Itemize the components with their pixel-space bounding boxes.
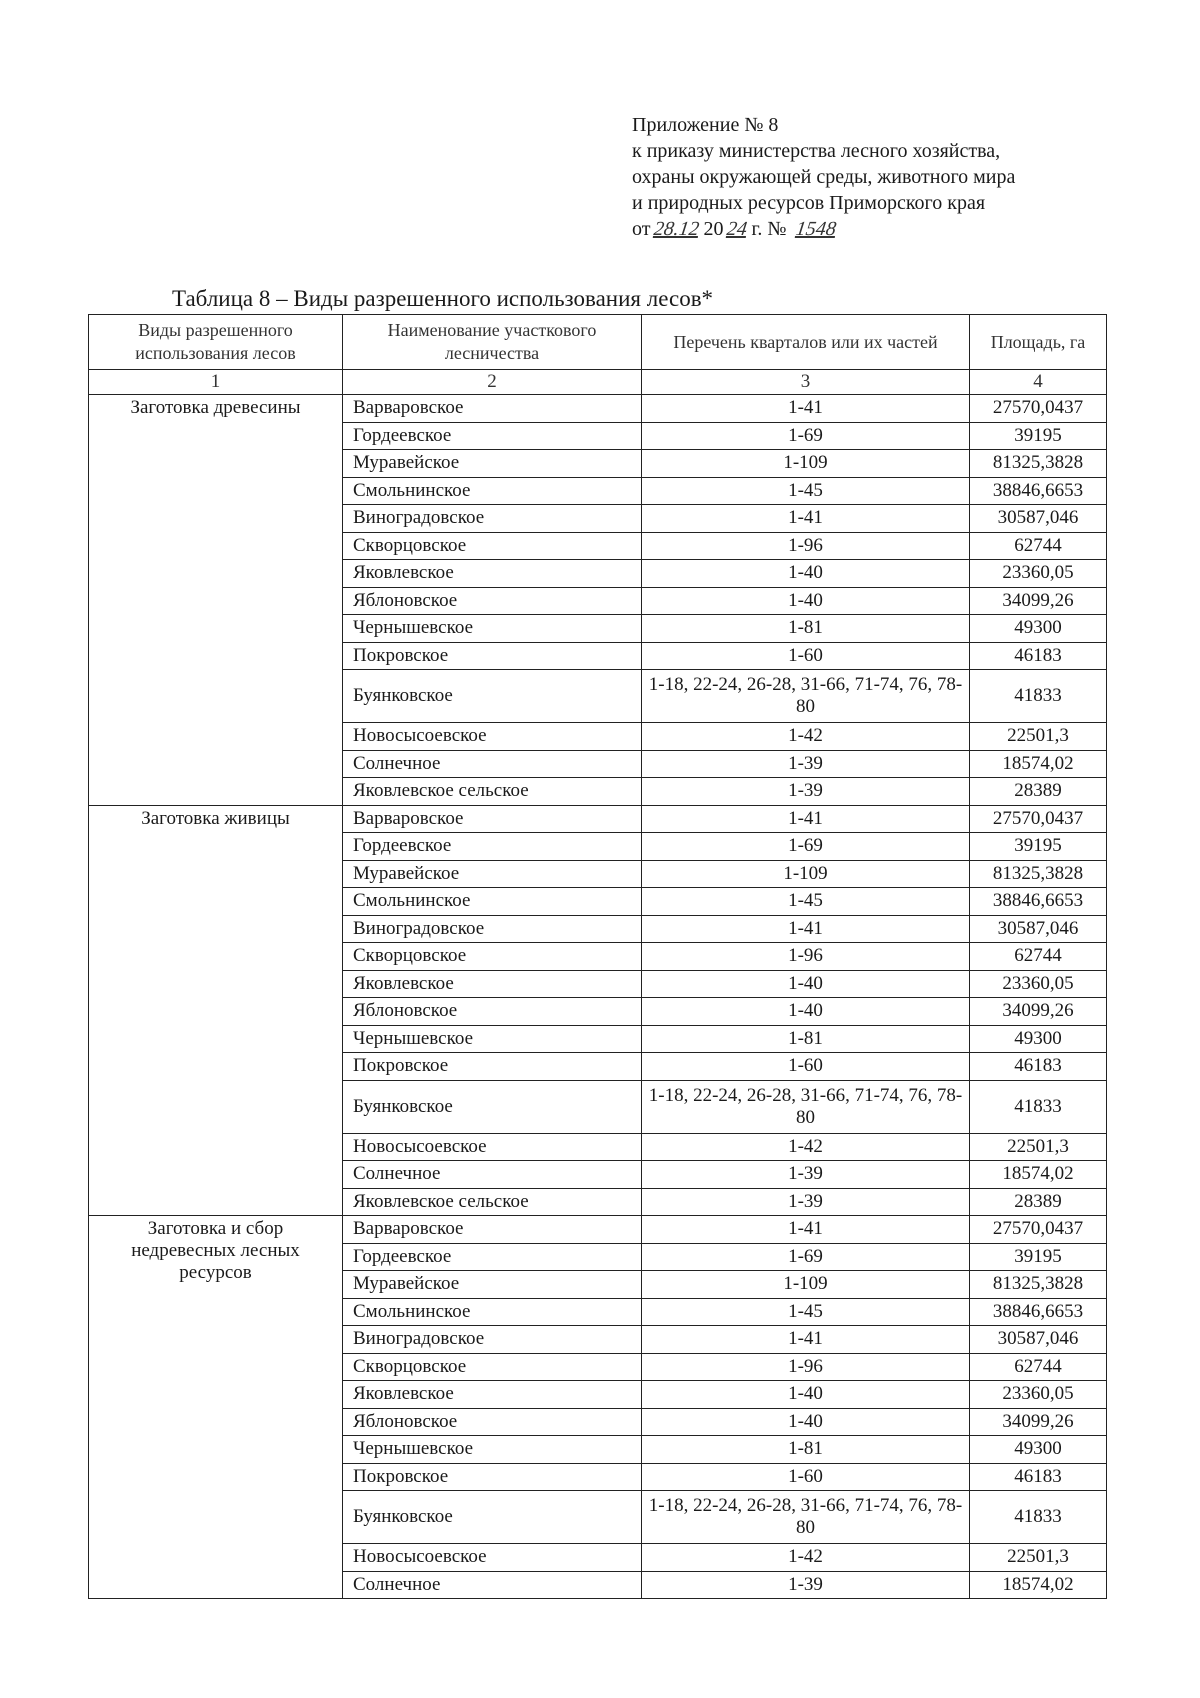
header-forestry-name: Наименование участкового лесничества bbox=[343, 315, 642, 370]
forestry-name-cell: Буянковское bbox=[343, 1080, 642, 1133]
column-number: 3 bbox=[642, 370, 970, 395]
quarters-cell: 1-39 bbox=[642, 1188, 970, 1216]
area-cell: 30587,046 bbox=[970, 915, 1107, 943]
forestry-name-cell: Чернышевское bbox=[343, 1025, 642, 1053]
quarters-cell: 1-109 bbox=[642, 450, 970, 478]
table-row bbox=[89, 1216, 1107, 1244]
area-cell: 28389 bbox=[970, 778, 1107, 806]
table-row bbox=[89, 395, 1107, 423]
forestry-name-cell: Скворцовское bbox=[343, 943, 642, 971]
area-cell: 30587,046 bbox=[970, 505, 1107, 533]
quarters-cell: 1-39 bbox=[642, 778, 970, 806]
table-header-row bbox=[89, 315, 1107, 370]
forestry-name-cell: Яблоновское bbox=[343, 587, 642, 615]
area-cell: 38846,6653 bbox=[970, 477, 1107, 505]
quarters-cell: 1-109 bbox=[642, 860, 970, 888]
forestry-name-cell: Новосысоевское bbox=[343, 723, 642, 751]
quarters-cell: 1-39 bbox=[642, 1161, 970, 1189]
forestry-name-cell: Яковлевское сельское bbox=[343, 778, 642, 806]
quarters-cell: 1-81 bbox=[642, 615, 970, 643]
forestry-name-cell: Солнечное bbox=[343, 1571, 642, 1599]
forestry-name-cell: Буянковское bbox=[343, 1491, 642, 1544]
forestry-name-cell: Покровское bbox=[343, 1463, 642, 1491]
column-number: 4 bbox=[970, 370, 1107, 395]
forestry-name-cell: Новосысоевское bbox=[343, 1544, 642, 1572]
quarters-cell: 1-18, 22-24, 26-28, 31-66, 71-74, 76, 78-80 bbox=[642, 1080, 970, 1133]
area-cell: 62744 bbox=[970, 1353, 1107, 1381]
order-line-2: охраны окружающей среды, животного мира bbox=[632, 166, 1016, 188]
forestry-name-cell: Виноградовское bbox=[343, 1326, 642, 1354]
forestry-name-cell: Новосысоевское bbox=[343, 1133, 642, 1161]
quarters-cell: 1-40 bbox=[642, 998, 970, 1026]
date-suffix: г. № bbox=[751, 218, 787, 240]
forestry-name-cell: Муравейское bbox=[343, 860, 642, 888]
area-cell: 62744 bbox=[970, 532, 1107, 560]
area-cell: 81325,3828 bbox=[970, 1271, 1107, 1299]
forestry-name-cell: Виноградовское bbox=[343, 505, 642, 533]
forestry-name-cell: Муравейское bbox=[343, 450, 642, 478]
forestry-name-cell: Покровское bbox=[343, 1053, 642, 1081]
area-cell: 22501,3 bbox=[970, 1544, 1107, 1572]
column-number-row bbox=[89, 370, 1107, 395]
area-cell: 81325,3828 bbox=[970, 860, 1107, 888]
table-caption: Таблица 8 – Виды разрешенного использования лесов* bbox=[172, 286, 714, 311]
quarters-cell: 1-41 bbox=[642, 915, 970, 943]
quarters-cell: 1-41 bbox=[642, 505, 970, 533]
area-cell: 46183 bbox=[970, 642, 1107, 670]
area-cell: 18574,02 bbox=[970, 1571, 1107, 1599]
forestry-name-cell: Скворцовское bbox=[343, 532, 642, 560]
forestry-name-cell: Гордеевское bbox=[343, 1243, 642, 1271]
quarters-cell: 1-42 bbox=[642, 1133, 970, 1161]
area-cell: 49300 bbox=[970, 615, 1107, 643]
forestry-name-cell: Скворцовское bbox=[343, 1353, 642, 1381]
quarters-cell: 1-41 bbox=[642, 1216, 970, 1244]
forest-use-table bbox=[88, 314, 1107, 1599]
area-cell: 49300 bbox=[970, 1436, 1107, 1464]
area-cell: 23360,05 bbox=[970, 560, 1107, 588]
forestry-name-cell: Яблоновское bbox=[343, 998, 642, 1026]
area-cell: 34099,26 bbox=[970, 998, 1107, 1026]
area-cell: 81325,3828 bbox=[970, 450, 1107, 478]
area-cell: 18574,02 bbox=[970, 750, 1107, 778]
area-cell: 34099,26 bbox=[970, 587, 1107, 615]
area-cell: 46183 bbox=[970, 1053, 1107, 1081]
quarters-cell: 1-69 bbox=[642, 422, 970, 450]
forestry-name-cell: Яковлевское bbox=[343, 970, 642, 998]
quarters-cell: 1-39 bbox=[642, 1571, 970, 1599]
handwritten-date: 28.12 bbox=[652, 218, 702, 240]
quarters-cell: 1-42 bbox=[642, 1544, 970, 1572]
appendix-header bbox=[632, 112, 1152, 242]
forestry-name-cell: Виноградовское bbox=[343, 915, 642, 943]
forestry-name-cell: Гордеевское bbox=[343, 422, 642, 450]
area-cell: 39195 bbox=[970, 1243, 1107, 1271]
quarters-cell: 1-41 bbox=[642, 805, 970, 833]
quarters-cell: 1-60 bbox=[642, 642, 970, 670]
area-cell: 34099,26 bbox=[970, 1408, 1107, 1436]
area-cell: 23360,05 bbox=[970, 970, 1107, 998]
table-row bbox=[89, 805, 1107, 833]
area-cell: 18574,02 bbox=[970, 1161, 1107, 1189]
quarters-cell: 1-45 bbox=[642, 477, 970, 505]
quarters-cell: 1-39 bbox=[642, 750, 970, 778]
header-area: Площадь, га bbox=[970, 315, 1107, 370]
area-cell: 30587,046 bbox=[970, 1326, 1107, 1354]
column-number: 2 bbox=[343, 370, 642, 395]
forestry-name-cell: Смольнинское bbox=[343, 1298, 642, 1326]
forestry-name-cell: Яковлевское bbox=[343, 1381, 642, 1409]
forestry-name-cell: Яковлевское сельское bbox=[343, 1188, 642, 1216]
use-kind-cell: Заготовка живицы bbox=[89, 805, 343, 1216]
area-cell: 62744 bbox=[970, 943, 1107, 971]
quarters-cell: 1-41 bbox=[642, 395, 970, 423]
area-cell: 27570,0437 bbox=[970, 395, 1107, 423]
forestry-name-cell: Буянковское bbox=[343, 670, 642, 723]
quarters-cell: 1-69 bbox=[642, 1243, 970, 1271]
quarters-cell: 1-18, 22-24, 26-28, 31-66, 71-74, 76, 78-80 bbox=[642, 670, 970, 723]
area-cell: 38846,6653 bbox=[970, 888, 1107, 916]
header-use-kind: Виды разрешенного использования лесов bbox=[89, 315, 343, 370]
area-cell: 22501,3 bbox=[970, 723, 1107, 751]
forestry-name-cell: Яблоновское bbox=[343, 1408, 642, 1436]
area-cell: 22501,3 bbox=[970, 1133, 1107, 1161]
area-cell: 46183 bbox=[970, 1463, 1107, 1491]
quarters-cell: 1-96 bbox=[642, 532, 970, 560]
quarters-cell: 1-41 bbox=[642, 1326, 970, 1354]
quarters-cell: 1-81 bbox=[642, 1025, 970, 1053]
area-cell: 27570,0437 bbox=[970, 805, 1107, 833]
forestry-name-cell: Смольнинское bbox=[343, 888, 642, 916]
area-cell: 49300 bbox=[970, 1025, 1107, 1053]
header-quarters: Перечень кварталов или их частей bbox=[642, 315, 970, 370]
handwritten-year: 24 bbox=[725, 218, 750, 240]
handwritten-order-number: 1548 bbox=[793, 218, 838, 240]
area-cell: 39195 bbox=[970, 833, 1107, 861]
quarters-cell: 1-42 bbox=[642, 723, 970, 751]
quarters-cell: 1-18, 22-24, 26-28, 31-66, 71-74, 76, 78-80 bbox=[642, 1491, 970, 1544]
quarters-cell: 1-69 bbox=[642, 833, 970, 861]
use-kind-cell: Заготовка древесины bbox=[89, 395, 343, 806]
column-number: 1 bbox=[89, 370, 343, 395]
forestry-name-cell: Муравейское bbox=[343, 1271, 642, 1299]
area-cell: 41833 bbox=[970, 670, 1107, 723]
area-cell: 28389 bbox=[970, 1188, 1107, 1216]
use-kind-cell: Заготовка и сбор недревесных лесных ресурсов bbox=[89, 1216, 343, 1599]
forestry-name-cell: Варваровское bbox=[343, 1216, 642, 1244]
forestry-name-cell: Смольнинское bbox=[343, 477, 642, 505]
quarters-cell: 1-96 bbox=[642, 943, 970, 971]
forestry-name-cell: Яковлевское bbox=[343, 560, 642, 588]
area-cell: 41833 bbox=[970, 1491, 1107, 1544]
forestry-name-cell: Варваровское bbox=[343, 395, 642, 423]
forestry-name-cell: Солнечное bbox=[343, 1161, 642, 1189]
forestry-name-cell: Варваровское bbox=[343, 805, 642, 833]
forestry-name-cell: Чернышевское bbox=[343, 615, 642, 643]
date-prefix: от bbox=[632, 218, 651, 240]
area-cell: 39195 bbox=[970, 422, 1107, 450]
quarters-cell: 1-109 bbox=[642, 1271, 970, 1299]
area-cell: 38846,6653 bbox=[970, 1298, 1107, 1326]
quarters-cell: 1-40 bbox=[642, 1408, 970, 1436]
area-cell: 27570,0437 bbox=[970, 1216, 1107, 1244]
quarters-cell: 1-81 bbox=[642, 1436, 970, 1464]
order-date-line bbox=[632, 216, 1152, 242]
appendix-title: Приложение № 8 bbox=[632, 114, 779, 136]
quarters-cell: 1-45 bbox=[642, 1298, 970, 1326]
quarters-cell: 1-45 bbox=[642, 888, 970, 916]
forestry-name-cell: Гордеевское bbox=[343, 833, 642, 861]
quarters-cell: 1-96 bbox=[642, 1353, 970, 1381]
forestry-name-cell: Покровское bbox=[343, 642, 642, 670]
forestry-name-cell: Чернышевское bbox=[343, 1436, 642, 1464]
order-line-3: и природных ресурсов Приморского края bbox=[632, 192, 986, 214]
quarters-cell: 1-40 bbox=[642, 1381, 970, 1409]
quarters-cell: 1-60 bbox=[642, 1053, 970, 1081]
forestry-name-cell: Солнечное bbox=[343, 750, 642, 778]
area-cell: 23360,05 bbox=[970, 1381, 1107, 1409]
area-cell: 41833 bbox=[970, 1080, 1107, 1133]
order-line-1: к приказу министерства лесного хозяйства, bbox=[632, 140, 1001, 162]
quarters-cell: 1-40 bbox=[642, 560, 970, 588]
quarters-cell: 1-40 bbox=[642, 587, 970, 615]
quarters-cell: 1-60 bbox=[642, 1463, 970, 1491]
date-century: 20 bbox=[703, 218, 724, 240]
quarters-cell: 1-40 bbox=[642, 970, 970, 998]
